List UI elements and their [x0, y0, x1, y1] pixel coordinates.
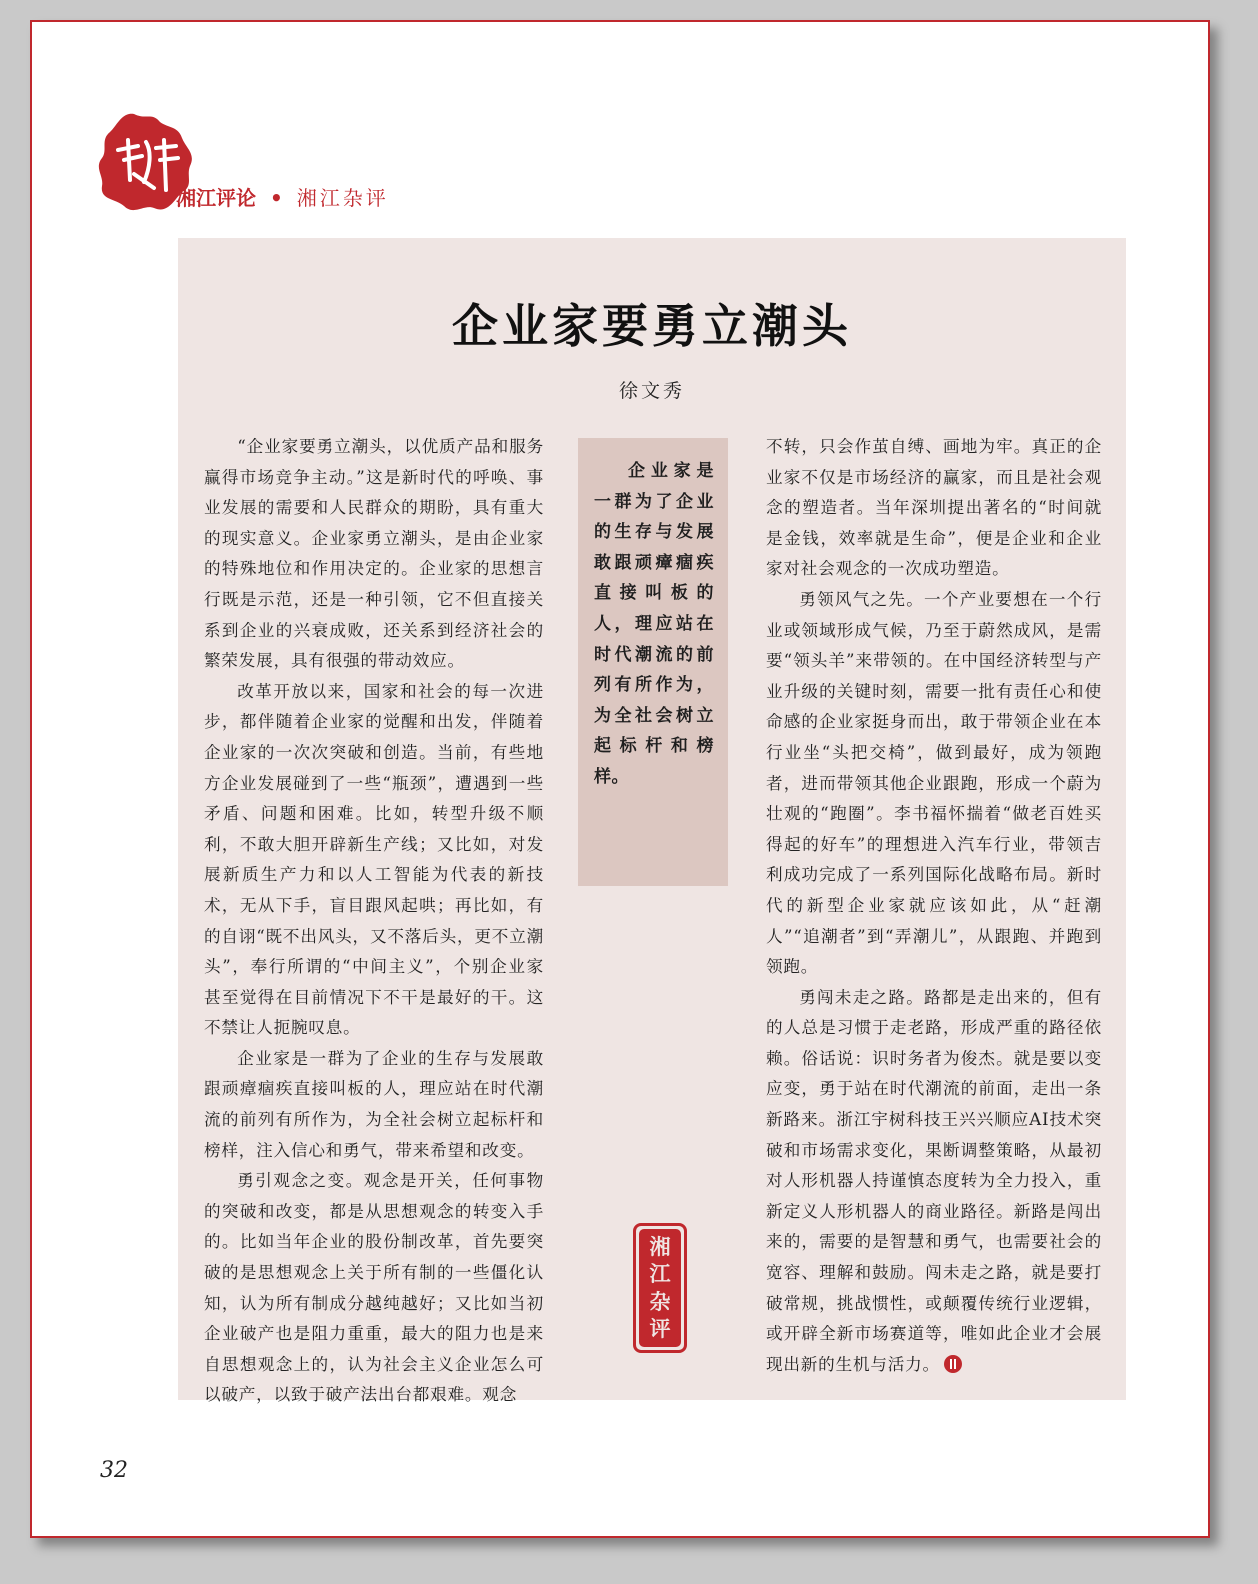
- column-seal-stamp: [633, 1223, 687, 1353]
- article-panel: [178, 238, 1126, 1405]
- page-number: 32: [100, 1458, 128, 1483]
- paragraph: 勇引观念之变。观念是开关，任何事物的突破和改变，都是从思想观念的转变入手的。比如当年企业的股份制改革，首先要突破的是思想观念上关于所有制的一些僵化认知，认为所有制成分越纯越好；又比如当初企业破产也是阻力重重，最大的阻力也是来自思想观念上的，认为社会主义企业怎么可以破产，以致于破产法出台都艰难。观念: [204, 1171, 544, 1405]
- section-title: 湘江评论: [176, 186, 256, 210]
- article-title: 企业家要勇立潮头: [452, 299, 852, 353]
- paragraph: [766, 983, 1102, 1381]
- pull-quote: [578, 438, 728, 886]
- paragraph-text: 勇闯未走之路。路都是走出来的，但有的人总是习惯于走老路，形成严重的路径依赖。俗话说：识时务者为俊杰。就是要以变应变，勇于站在时代潮流的前面，走出一条新路来。浙江宇树科技王兴兴顺应AI技术突破和市场需求变化，果断调整策略，从最初对人形机器人持谨慎态度转为全力投入，重新定义人形机器人的商业路径。新路是闯出来的，需要的是智慧和勇气，也需要社会的宽容、理解和鼓励。闯未走之路，就是要打破常规，挑战惯性，或颠覆传统行业逻辑，或开辟全新市场赛道等，唯如此企业才会展现出新的生机与活力。: [766, 987, 1102, 1374]
- seal-char: 湘: [649, 1233, 671, 1259]
- seal-char: 评: [649, 1316, 671, 1342]
- paragraph: 改革开放以来，国家和社会的每一次进步，都伴随着企业家的觉醒和出发，伴随着企业家的一次次突破和创造。当前，有些地方企业发展碰到了一些“瓶颈”，遭遇到一些矛盾、问题和困难。比如，转型升级不顺利，不敢大胆开辟新生产线；又比如，对发展新质生产力和以人工智能为代表的新技术，无从下手，盲目跟风起哄；再比如，有的自诩“既不出风头，又不落后头，更不立潮头”，奉行所谓的“中间主义”，个别企业家甚至觉得在目前情况下不干是最好的干。这不禁让人扼腕叹息。: [204, 681, 544, 1038]
- seal-char: 杂: [649, 1288, 671, 1314]
- left-column: [204, 432, 544, 1411]
- section-header: [176, 182, 389, 211]
- paragraph: 勇领风气之先。一个产业要想在一个行业或领域形成气候，乃至于蔚然成风，是需要“领头羊”来带领的。在中国经济转型与产业升级的关键时刻，需要一批有责任心和使命感的企业家挺身而出，敢于带领企业在本行业坐“头把交椅”，做到最好，成为领跑者，进而带领其他企业跟跑，形成一个蔚为壮观的“跑圈”。李书福怀揣着“做老百姓买得起的好车”的理想进入汽车行业，带领吉利成功完成了一系列国际化战略布局。新时代的新型企业家就应该如此，从“赶潮人”“追潮者”到“弄潮儿”，从跟跑、并跑到领跑。: [766, 589, 1102, 977]
- paragraph: 企业家是一群为了企业的生存与发展敢跟顽瘴痼疾直接叫板的人，理应站在时代潮流的前列有所作为，为全社会树立起标杆和榜样，注入信心和勇气，带来希望和改变。: [204, 1048, 544, 1160]
- seal-char: 江: [649, 1261, 671, 1287]
- subsection-title: 湘江杂评: [296, 186, 389, 210]
- paragraph: “企业家要勇立潮头，以优质产品和服务赢得市场竞争主动。”这是新时代的呼唤、事业发展的需要和人民群众的期盼，具有重大的现实意义。企业家勇立潮头，是由企业家的特殊地位和作用决定的。企业家的思想言行既是示范，还是一种引领，它不但直接关系到企业的兴衰成败，还关系到经济社会的繁荣发展，具有很强的带动效应。: [204, 437, 544, 671]
- right-column: [766, 432, 1102, 1380]
- magazine-page: [30, 20, 1210, 1538]
- pull-quote-text: 企业家是一群为了企业的生存与发展敢跟顽瘴痼疾直接叫板的人，理应站在时代潮流的前列有所作为，为全社会树立起标杆和榜样。: [594, 461, 714, 787]
- end-mark-icon: [944, 1355, 962, 1373]
- article-author: 徐文秀: [618, 380, 685, 402]
- paragraph-continued: 不转，只会作茧自缚、画地为牢。真正的企业家不仅是市场经济的赢家，而且是社会观念的塑造者。当年深圳提出著名的“时间就是金钱，效率就是生命”，便是企业和企业家对社会观念的一次成功塑造。: [766, 437, 1102, 579]
- section-separator: •: [270, 186, 283, 210]
